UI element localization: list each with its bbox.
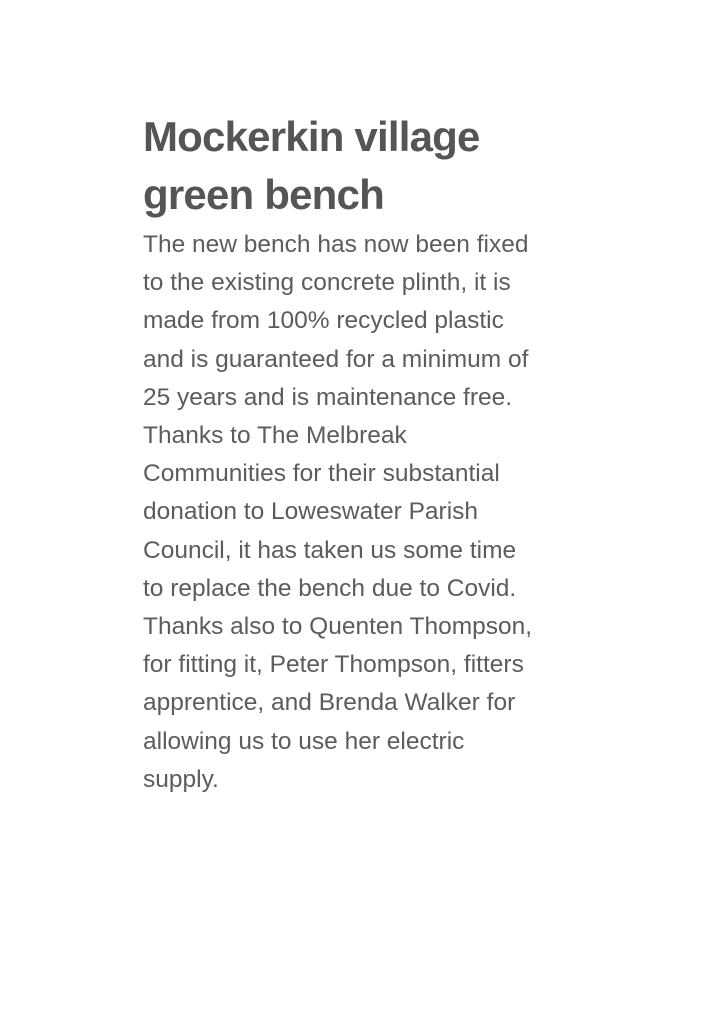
body-line: apprentice, and Brenda Walker for — [143, 689, 516, 717]
body-line: Thanks also to Quenten Thompson, — [143, 613, 533, 641]
body-line: The new bench has now been fixed — [143, 231, 529, 258]
body-line: made from 100% recycled plastic — [143, 307, 504, 335]
article — [143, 108, 583, 799]
body-line: Thanks to The Melbreak — [143, 422, 407, 450]
article-body — [143, 226, 583, 799]
body-line: allowing us to use her electric — [143, 727, 465, 755]
title-line: Mockerkin village — [143, 113, 480, 160]
body-line: and is guaranteed for a minimum of — [143, 345, 529, 373]
article-title — [143, 108, 583, 224]
body-line: to replace the bench due to Covid. — [143, 574, 517, 602]
body-line: 25 years and is maintenance free. — [143, 383, 513, 411]
body-line: supply. — [143, 765, 219, 793]
body-line: to the existing concrete plinth, it is — [143, 269, 511, 297]
title-line: green bench — [143, 171, 384, 218]
body-line: Communities for their substantial — [143, 460, 500, 488]
body-line: for fitting it, Peter Thompson, fitters — [143, 651, 524, 679]
body-line: donation to Loweswater Parish — [143, 498, 479, 526]
body-line: Council, it has taken us some time — [143, 536, 517, 564]
